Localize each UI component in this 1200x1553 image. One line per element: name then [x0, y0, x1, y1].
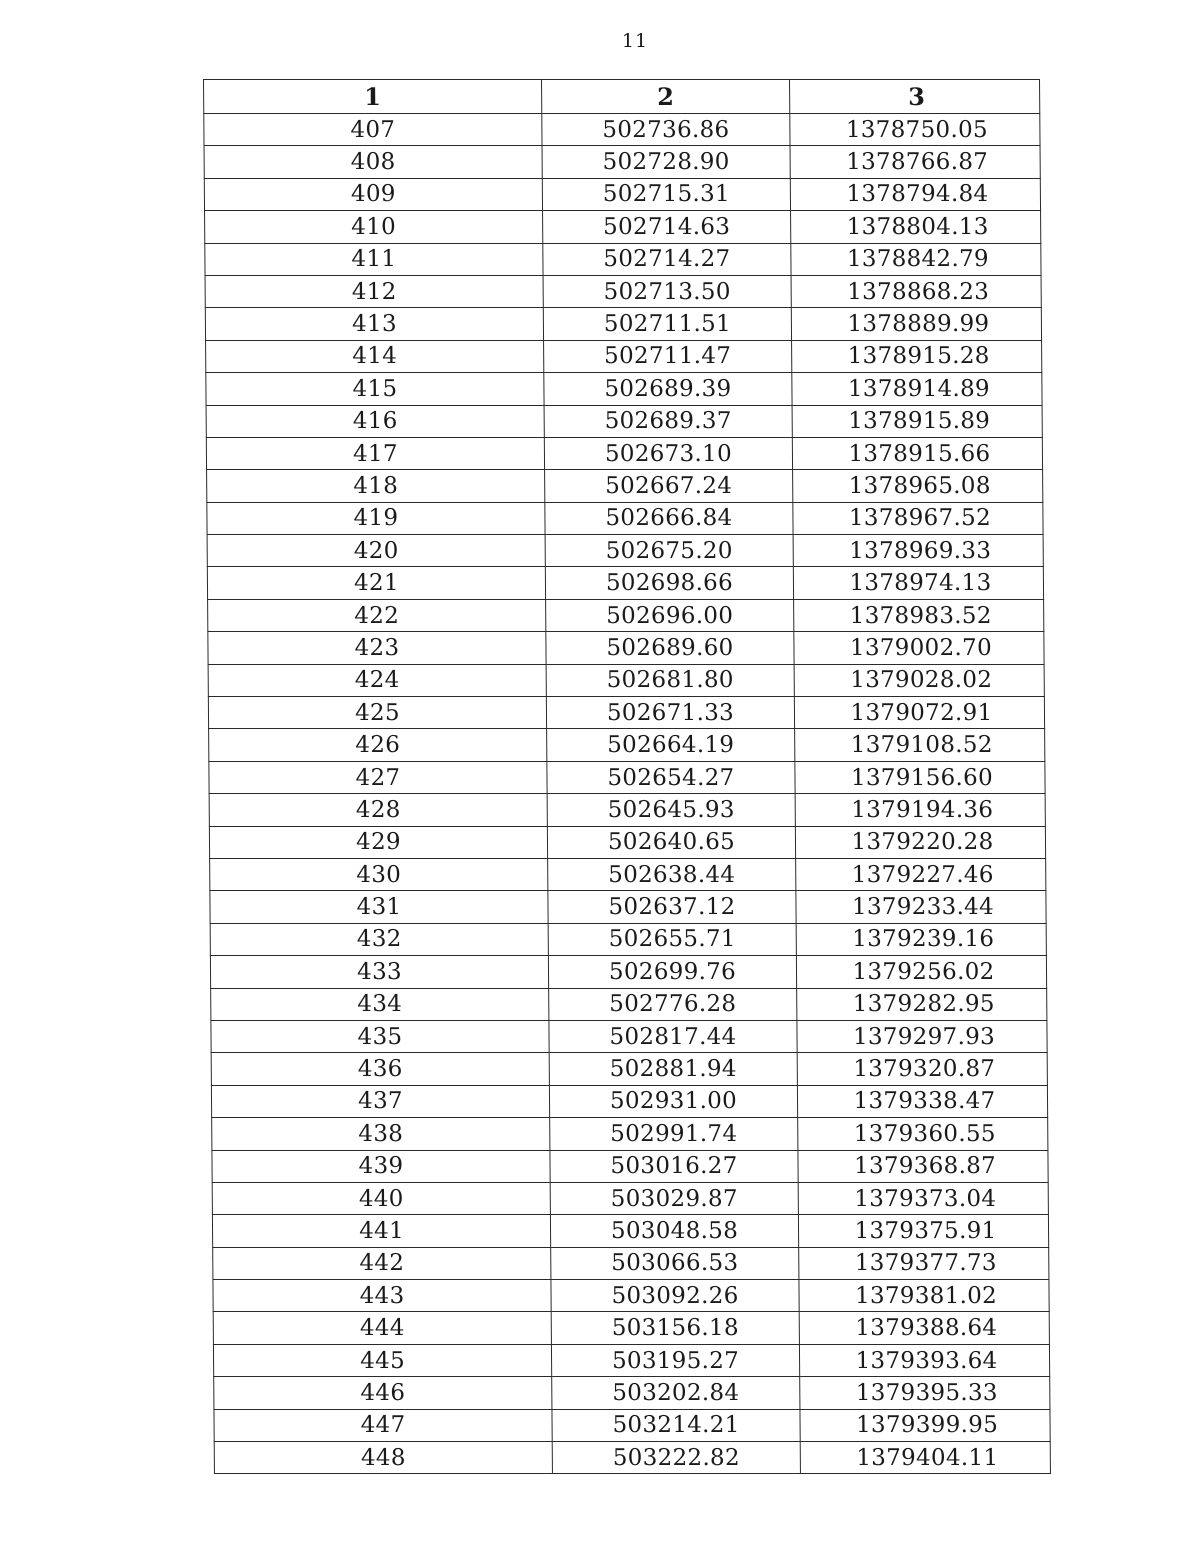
point-number-cell: 444 — [213, 1312, 551, 1344]
table-row — [208, 697, 1044, 729]
point-number-cell: 416 — [206, 405, 544, 437]
coordinate-x-cell: 502736.86 — [542, 114, 790, 146]
coordinate-y-cell: 1379388.64 — [799, 1312, 1049, 1344]
table-row — [214, 1377, 1050, 1409]
point-number-cell: 430 — [210, 858, 548, 890]
coordinate-x-cell: 503156.18 — [551, 1312, 799, 1344]
table-row — [212, 1215, 1048, 1247]
point-number-cell: 420 — [207, 535, 545, 567]
coordinate-x-cell: 502699.76 — [548, 956, 796, 988]
coordinate-x-cell: 503029.87 — [550, 1182, 798, 1214]
coordinate-x-cell: 502698.66 — [545, 567, 793, 599]
table-row — [209, 729, 1045, 761]
table-row — [205, 243, 1041, 275]
point-number-cell: 414 — [206, 340, 544, 372]
coordinate-x-cell: 502640.65 — [547, 826, 795, 858]
point-number-cell: 409 — [204, 178, 542, 210]
table-body — [204, 114, 1051, 1474]
coordinate-y-cell: 1379338.47 — [797, 1085, 1047, 1117]
coordinate-x-cell: 502673.10 — [544, 437, 792, 469]
point-number-cell: 443 — [213, 1280, 551, 1312]
coordinate-y-cell: 1378965.08 — [793, 470, 1043, 502]
point-number-cell: 436 — [211, 1053, 549, 1085]
coordinate-x-cell: 502666.84 — [545, 502, 793, 534]
point-number-cell: 411 — [205, 243, 543, 275]
coordinate-x-cell: 503066.53 — [551, 1247, 799, 1279]
coordinate-y-cell: 1379377.73 — [799, 1247, 1049, 1279]
coordinate-x-cell: 502696.00 — [546, 599, 794, 631]
coordinate-x-cell: 502817.44 — [549, 1020, 797, 1052]
coordinate-x-cell: 502671.33 — [546, 697, 794, 729]
point-number-cell: 447 — [214, 1409, 552, 1441]
table-row — [207, 502, 1043, 534]
coordinate-x-cell: 502689.60 — [546, 632, 794, 664]
coordinate-x-cell: 503214.21 — [552, 1409, 800, 1441]
coordinate-y-cell: 1378974.13 — [793, 567, 1043, 599]
coordinate-x-cell: 502711.51 — [543, 308, 791, 340]
coordinate-y-cell: 1378967.52 — [793, 502, 1043, 534]
coordinate-x-cell: 502654.27 — [547, 761, 795, 793]
coordinate-y-cell: 1379108.52 — [795, 729, 1045, 761]
coordinate-y-cell: 1379002.70 — [794, 632, 1044, 664]
table-row — [211, 1085, 1047, 1117]
point-number-cell: 431 — [210, 891, 548, 923]
table-row — [211, 1053, 1047, 1085]
coordinate-x-cell: 503092.26 — [551, 1280, 799, 1312]
table-header-row — [204, 80, 1040, 114]
coordinate-y-cell: 1379399.95 — [800, 1409, 1050, 1441]
table-row — [207, 535, 1043, 567]
coordinate-x-cell: 502713.50 — [543, 275, 791, 307]
coordinates-table-container — [203, 79, 1051, 1474]
coordinate-y-cell: 1378914.89 — [792, 373, 1042, 405]
coordinate-y-cell: 1379368.87 — [798, 1150, 1048, 1182]
coordinate-x-cell: 502776.28 — [549, 988, 797, 1020]
coordinate-y-cell: 1379375.91 — [798, 1215, 1048, 1247]
table-row — [209, 761, 1045, 793]
point-number-cell: 427 — [209, 761, 547, 793]
coordinate-y-cell: 1378915.66 — [792, 437, 1042, 469]
coordinate-x-cell: 502681.80 — [546, 664, 794, 696]
table-row — [211, 1020, 1047, 1052]
point-number-cell: 448 — [214, 1442, 552, 1474]
table-row — [206, 405, 1042, 437]
coordinate-y-cell: 1379233.44 — [796, 891, 1046, 923]
coordinate-y-cell: 1379220.28 — [795, 826, 1045, 858]
column-header-1: 1 — [204, 80, 542, 114]
coordinate-y-cell: 1379194.36 — [795, 794, 1045, 826]
table-row — [211, 988, 1047, 1020]
table-row — [210, 923, 1046, 955]
table-row — [213, 1247, 1049, 1279]
coordinate-y-cell: 1379256.02 — [796, 956, 1046, 988]
coordinate-y-cell: 1379239.16 — [796, 923, 1046, 955]
page-number: 11 — [621, 30, 649, 52]
coordinate-x-cell: 502645.93 — [547, 794, 795, 826]
coordinate-y-cell: 1379373.04 — [798, 1182, 1048, 1214]
coordinate-y-cell: 1378969.33 — [793, 535, 1043, 567]
coordinate-y-cell: 1379320.87 — [797, 1053, 1047, 1085]
point-number-cell: 423 — [208, 632, 546, 664]
point-number-cell: 428 — [209, 794, 547, 826]
point-number-cell: 412 — [205, 275, 543, 307]
point-number-cell: 410 — [205, 211, 543, 243]
table-row — [212, 1118, 1048, 1150]
point-number-cell: 422 — [208, 599, 546, 631]
table-row — [208, 599, 1044, 631]
coordinate-y-cell: 1378868.23 — [791, 275, 1041, 307]
coordinate-y-cell: 1378842.79 — [791, 243, 1041, 275]
coordinate-y-cell: 1379360.55 — [798, 1118, 1048, 1150]
point-number-cell: 434 — [211, 988, 549, 1020]
coordinate-y-cell: 1378915.28 — [792, 340, 1042, 372]
table-row — [207, 567, 1043, 599]
point-number-cell: 441 — [212, 1215, 550, 1247]
coordinate-y-cell: 1378766.87 — [790, 146, 1040, 178]
point-number-cell: 407 — [204, 114, 542, 146]
point-number-cell: 433 — [210, 956, 548, 988]
point-number-cell: 418 — [207, 470, 545, 502]
table-row — [205, 211, 1041, 243]
point-number-cell: 408 — [204, 146, 542, 178]
coordinate-x-cell: 502655.71 — [548, 923, 796, 955]
point-number-cell: 425 — [208, 697, 546, 729]
coordinate-y-cell: 1379227.46 — [796, 858, 1046, 890]
point-number-cell: 445 — [213, 1344, 551, 1376]
table-row — [213, 1312, 1049, 1344]
table-row — [204, 146, 1040, 178]
coordinate-x-cell: 503222.82 — [552, 1442, 800, 1474]
point-number-cell: 446 — [214, 1377, 552, 1409]
coordinate-x-cell: 503016.27 — [550, 1150, 798, 1182]
coordinate-x-cell: 502637.12 — [548, 891, 796, 923]
coordinate-x-cell: 502638.44 — [548, 858, 796, 890]
coordinate-y-cell: 1379393.64 — [799, 1344, 1049, 1376]
point-number-cell: 437 — [211, 1085, 549, 1117]
table-row — [208, 632, 1044, 664]
coordinate-y-cell: 1379282.95 — [797, 988, 1047, 1020]
point-number-cell: 417 — [206, 437, 544, 469]
coordinate-y-cell: 1378915.89 — [792, 405, 1042, 437]
coordinate-x-cell: 502689.37 — [544, 405, 792, 437]
coordinate-x-cell: 502991.74 — [550, 1118, 798, 1150]
coordinate-y-cell: 1378889.99 — [791, 308, 1041, 340]
table-row — [209, 826, 1045, 858]
table-row — [212, 1182, 1048, 1214]
coordinate-y-cell: 1379156.60 — [795, 761, 1045, 793]
coordinate-x-cell: 502714.63 — [543, 211, 791, 243]
table-row — [206, 437, 1042, 469]
table-row — [204, 114, 1040, 146]
coordinate-y-cell: 1379395.33 — [800, 1377, 1050, 1409]
table-row — [214, 1442, 1050, 1474]
table-row — [210, 858, 1046, 890]
coordinate-y-cell: 1378794.84 — [790, 178, 1040, 210]
coordinates-table — [203, 79, 1051, 1474]
coordinate-y-cell: 1379381.02 — [799, 1280, 1049, 1312]
coordinate-x-cell: 502714.27 — [543, 243, 791, 275]
point-number-cell: 429 — [209, 826, 547, 858]
table-row — [210, 891, 1046, 923]
table-row — [205, 308, 1041, 340]
table-row — [208, 664, 1044, 696]
point-number-cell: 413 — [205, 308, 543, 340]
table-row — [206, 340, 1042, 372]
coordinate-y-cell: 1379028.02 — [794, 664, 1044, 696]
point-number-cell: 440 — [212, 1182, 550, 1214]
point-number-cell: 426 — [209, 729, 547, 761]
coordinate-x-cell: 503048.58 — [550, 1215, 798, 1247]
point-number-cell: 439 — [212, 1150, 550, 1182]
coordinate-y-cell: 1379297.93 — [797, 1020, 1047, 1052]
coordinate-x-cell: 502664.19 — [547, 729, 795, 761]
point-number-cell: 424 — [208, 664, 546, 696]
coordinate-y-cell: 1378750.05 — [790, 114, 1040, 146]
coordinate-x-cell: 502689.39 — [544, 373, 792, 405]
coordinate-y-cell: 1379072.91 — [794, 697, 1044, 729]
table-row — [213, 1344, 1049, 1376]
table-row — [204, 178, 1040, 210]
coordinate-y-cell: 1378983.52 — [794, 599, 1044, 631]
coordinate-x-cell: 502931.00 — [549, 1085, 797, 1117]
coordinate-x-cell: 502675.20 — [545, 535, 793, 567]
coordinate-y-cell: 1379404.11 — [800, 1442, 1050, 1474]
point-number-cell: 442 — [213, 1247, 551, 1279]
point-number-cell: 415 — [206, 373, 544, 405]
coordinate-x-cell: 502715.31 — [542, 178, 790, 210]
coordinate-x-cell: 502667.24 — [545, 470, 793, 502]
table-row — [214, 1409, 1050, 1441]
point-number-cell: 435 — [211, 1020, 549, 1052]
table-row — [212, 1150, 1048, 1182]
point-number-cell: 438 — [212, 1118, 550, 1150]
point-number-cell: 432 — [210, 923, 548, 955]
coordinate-x-cell: 503202.84 — [552, 1377, 800, 1409]
table-row — [206, 373, 1042, 405]
coordinate-x-cell: 502728.90 — [542, 146, 790, 178]
column-header-2: 2 — [542, 80, 790, 114]
table-row — [213, 1280, 1049, 1312]
point-number-cell: 421 — [207, 567, 545, 599]
coordinate-x-cell: 502881.94 — [549, 1053, 797, 1085]
coordinate-x-cell: 503195.27 — [551, 1344, 799, 1376]
column-header-3: 3 — [790, 80, 1040, 114]
coordinate-x-cell: 502711.47 — [544, 340, 792, 372]
point-number-cell: 419 — [207, 502, 545, 534]
table-row — [207, 470, 1043, 502]
table-row — [209, 794, 1045, 826]
coordinate-y-cell: 1378804.13 — [791, 211, 1041, 243]
table-row — [205, 275, 1041, 307]
table-row — [210, 956, 1046, 988]
